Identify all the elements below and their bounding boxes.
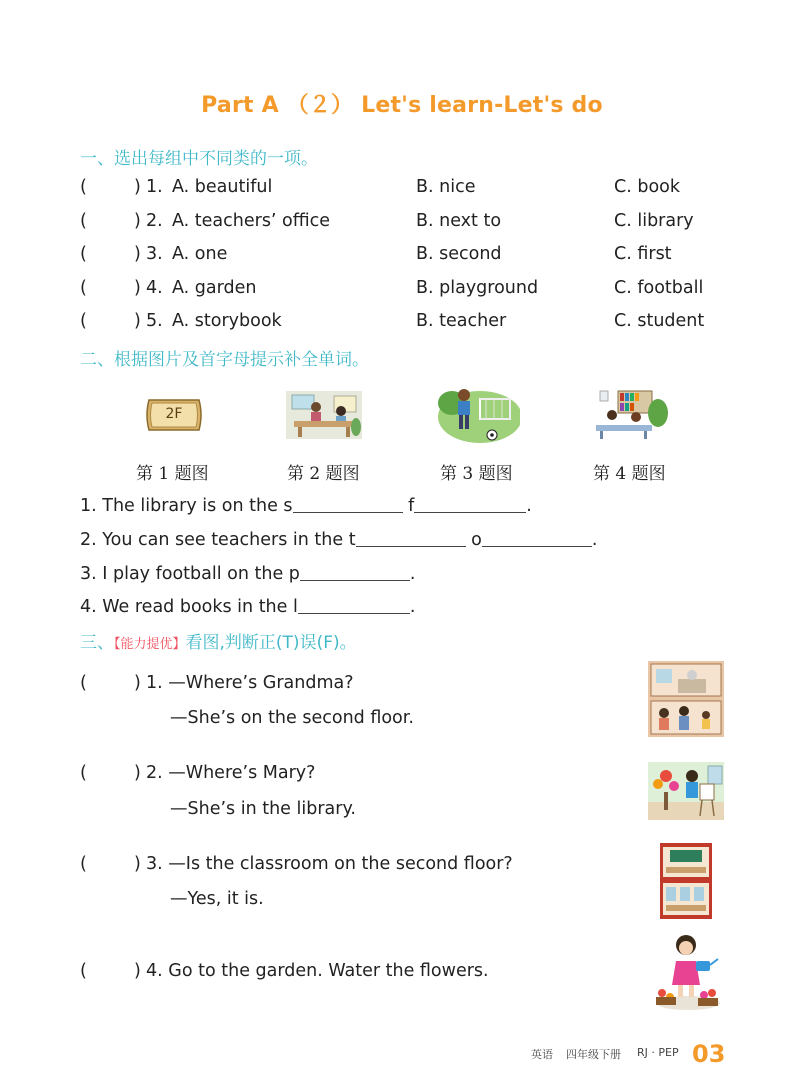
- hint-letter: o: [465, 530, 482, 550]
- answer-paren-open[interactable]: (: [80, 311, 87, 331]
- grandma-floors-image: [648, 661, 724, 737]
- option-b: B. second: [416, 244, 502, 264]
- answer-line: —She’s on the second floor.: [170, 708, 414, 728]
- mary-painting-image: [648, 762, 724, 820]
- option-c: C. first: [614, 244, 672, 264]
- question-row: [80, 211, 740, 237]
- floor-sign-text: 2F: [165, 406, 183, 422]
- question-number: 1.: [146, 673, 163, 693]
- question-number: 5.: [146, 311, 163, 331]
- question-text: —Where’s Mary?: [168, 763, 316, 783]
- answer-paren-close: ): [134, 961, 141, 981]
- option-c: C. football: [614, 278, 704, 298]
- question-row: [80, 278, 740, 304]
- playground-image: [436, 385, 520, 443]
- option-a: A. garden: [172, 278, 257, 298]
- question-text: —Where’s Grandma?: [168, 673, 354, 693]
- answer-paren-open[interactable]: (: [80, 763, 87, 783]
- fill-sentence-4: [80, 595, 415, 617]
- option-b: B. next to: [416, 211, 502, 231]
- question-text: —Is the classroom on the second floor?: [168, 854, 513, 874]
- section3-instruction: 看图,判断正(T)误(F)。: [185, 633, 357, 653]
- answer-line: —She’s in the library.: [170, 799, 356, 819]
- answer-paren-open[interactable]: (: [80, 854, 87, 874]
- ability-tag: 【能力提优】: [114, 637, 186, 652]
- question-number: 4.: [146, 961, 163, 981]
- question-line: [146, 763, 315, 783]
- answer-blank[interactable]: [414, 494, 526, 513]
- girl-watering-flowers-image: [652, 931, 722, 1011]
- answer-blank[interactable]: [298, 595, 410, 614]
- footer-subject: 英语: [531, 1048, 553, 1061]
- caption-4: 第 4 题图: [593, 464, 666, 484]
- footer-edition: RJ · PEP: [637, 1046, 679, 1059]
- answer-paren-close: ): [134, 673, 141, 693]
- sentence-end: .: [409, 597, 416, 617]
- section1-heading: 一、选出每组中不同类的一项。: [80, 149, 318, 169]
- option-c: C. book: [614, 177, 681, 197]
- section2-heading: 二、根据图片及首字母提示补全单词。: [80, 350, 369, 370]
- answer-paren-close: ): [134, 854, 141, 874]
- sentence-text: 3. I play football on the p: [80, 564, 300, 584]
- answer-blank[interactable]: [356, 528, 466, 547]
- page-title: Part A （２） Let's learn-Let's do: [201, 93, 603, 118]
- page-number: 03: [692, 1040, 726, 1068]
- answer-paren-close: ): [134, 177, 141, 197]
- option-a: A. teachers’ office: [172, 211, 331, 231]
- question-line: [146, 854, 513, 874]
- section3-heading: [80, 628, 357, 653]
- option-a: A. storybook: [172, 311, 282, 331]
- question-number: 2.: [146, 211, 163, 231]
- sentence-text: 2. You can see teachers in the t: [80, 530, 356, 550]
- fill-sentence-3: [80, 562, 415, 584]
- answer-blank[interactable]: [482, 528, 592, 547]
- fill-sentence-1: [80, 494, 532, 516]
- sentence-end: .: [591, 530, 598, 550]
- question-line: [146, 673, 354, 693]
- answer-paren-open[interactable]: (: [80, 211, 87, 231]
- floor-sign-image: [143, 397, 205, 433]
- sentence-end: .: [526, 496, 532, 516]
- question-number: 1.: [146, 177, 163, 197]
- option-b: B. teacher: [416, 311, 507, 331]
- caption-1: 第 1 题图: [136, 464, 209, 484]
- answer-paren-open[interactable]: (: [80, 961, 87, 981]
- sentence-end: .: [409, 564, 416, 584]
- question-number: 3.: [146, 854, 163, 874]
- fill-sentence-2: [80, 528, 597, 550]
- caption-2: 第 2 题图: [287, 464, 360, 484]
- question-row: [80, 311, 740, 337]
- option-a: A. beautiful: [172, 177, 273, 197]
- question-row: [80, 177, 740, 203]
- question-number: 3.: [146, 244, 163, 264]
- sentence-text: 4. We read books in the l: [80, 597, 298, 617]
- option-a: A. one: [172, 244, 228, 264]
- answer-blank[interactable]: [293, 494, 403, 513]
- question-number: 4.: [146, 278, 163, 298]
- hint-letter: f: [402, 496, 415, 516]
- answer-paren-close: ): [134, 311, 141, 331]
- teachers-office-image: [286, 391, 362, 439]
- answer-paren-open[interactable]: (: [80, 673, 87, 693]
- question-row: [80, 244, 740, 270]
- option-c: C. library: [614, 211, 694, 231]
- option-c: C. student: [614, 311, 705, 331]
- classroom-floors-image: [660, 843, 712, 919]
- answer-paren-close: ): [134, 244, 141, 264]
- answer-paren-open[interactable]: (: [80, 244, 87, 264]
- option-b: B. nice: [416, 177, 476, 197]
- answer-paren-open[interactable]: (: [80, 177, 87, 197]
- answer-line: —Yes, it is.: [170, 889, 264, 909]
- caption-3: 第 3 题图: [440, 464, 513, 484]
- footer-grade: 四年级下册: [566, 1048, 621, 1061]
- answer-paren-close: ): [134, 211, 141, 231]
- answer-paren-close: ): [134, 278, 141, 298]
- question-text: Go to the garden. Water the flowers.: [168, 961, 489, 981]
- question-number: 2.: [146, 763, 163, 783]
- answer-paren-open[interactable]: (: [80, 278, 87, 298]
- option-b: B. playground: [416, 278, 539, 298]
- answer-paren-close: ): [134, 763, 141, 783]
- answer-blank[interactable]: [300, 562, 410, 581]
- library-image: [592, 389, 668, 441]
- question-line: [146, 961, 489, 981]
- sentence-text: 1. The library is on the s: [80, 496, 293, 516]
- section3-number: 三、: [80, 633, 114, 653]
